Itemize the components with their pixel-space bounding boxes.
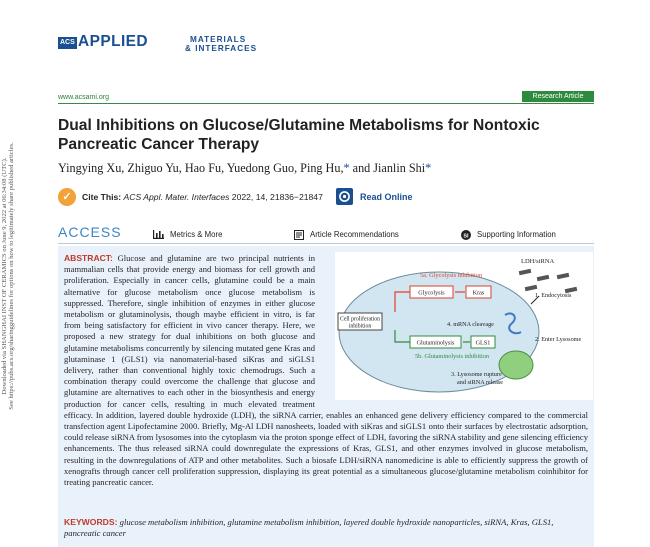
cite-label: Cite This: — [82, 192, 122, 202]
metrics-link[interactable] — [153, 230, 222, 239]
authors-last: and Jianlin Shi — [349, 161, 426, 175]
toc-ldh-sirna: LDH/siRNA — [521, 258, 555, 265]
keywords — [64, 517, 588, 539]
acs-mark: ACS — [58, 37, 77, 49]
article-type-badge: Research Article — [522, 91, 594, 102]
abstract-text: Glucose and glutamine are two principal nutrients in mammalian cells that provide energy and biomass for cell growth and proliferation. Especially in cancer cells, glutamine could be a main alternative for glucose metabolism once glucose metabolism is suppressed. Therefore, single inhibition of enzymes in either glucose metabolism or glutaminolysis, though maybe efficient in vitro, is far from being satisfactory for efficient in vivo cancer therapy. Here, we proposed a new strategy for dual inhibitions on both glucose and glutamine metabolisms concurrently by silencing mutated gene Kras and glutaminase 1 (GLS1) via nanomaterial-based siKras and siGLS1 delivery, rather than conventional highly toxic chemodrugs. Such a combination therapy could overcome the challenge that glucose and glutamine are alternatives to each other in the biosynthesis and energy production for cancer cells, resulting in much elevated treatment efficacy. In addition, layered double hydroxide (LDH), the siRNA carrier, enables an enhanced gene delivery efficiency compared to the commercial transfection agent Lipofectamine 2000. Briefly, Mg-Al LDH nanosheets, loaded with siKras and siGLS1 onto their surfaces by electrostatic adsorption, could release siRNA from lysosomes into the cytoplasm via the proton sponge effect of LDH, favoring the siRNA stability and gene silencing efficiency enhancements. The thus released siRNA could downregulate the expressions of Kras, GLS1, and other enzymes involved in glucose metabolism, resulting in the downregulations of ATP and other metabolites. Such a biosafe LDH/siRNA nanomedicine is able to efficiently suppress the growth of xenografts through cancer cell proliferation suppression, displaying its great potential as a simultaneous glucose/glutamine metabolism coinhibitor for treating pancreatic cancer. — [64, 253, 588, 488]
author-list — [58, 161, 431, 176]
cite-details: 2022, 14, 21836−21847 — [229, 192, 323, 202]
toc-endocytosis: 1. Endocytosis — [535, 292, 572, 299]
journal-url-link[interactable]: www.acsami.org — [58, 94, 109, 101]
download-notice-line1: Downloaded via SHANGHAI INST OF CERAMICS on June 9, 2022 at 06:34:08 (UTC). — [1, 157, 8, 395]
header-divider — [58, 103, 594, 104]
article-title: Dual Inhibitions on Glucose/Glutamine Metabolisms for Nontoxic Pancreatic Cancer Therapy — [58, 117, 540, 153]
toc-gls1: GLS1 — [475, 339, 491, 347]
journal-logo[interactable] — [58, 34, 258, 64]
document-list-icon — [294, 230, 304, 240]
recommendations-label: Article Recommendations — [310, 230, 399, 240]
read-online-link[interactable]: Read Online — [360, 192, 413, 202]
toc-glutaminolysis: Glutaminolysis — [416, 339, 455, 347]
toc-cell-prolif-2: inhibition — [348, 323, 372, 330]
access-bar — [58, 222, 594, 244]
supporting-info-label: Supporting Information — [477, 230, 556, 240]
download-notice-line2: See https://pubs.acs.org/sharingguidelines for options on how to legitimately share published articles. — [8, 142, 16, 410]
toc-kras: Kras — [472, 289, 485, 297]
corresponding-author-mark-2[interactable]: * — [425, 161, 432, 175]
toc-glycolysis: Glycolysis — [418, 289, 445, 297]
toc-cell-prolif-1: Cell proliferation — [339, 316, 381, 323]
svg-text:SI: SI — [463, 233, 469, 240]
journal-name-materials: MATERIALS — [190, 35, 247, 44]
toc-enter-lysosome: 2. Enter Lysosome — [535, 336, 582, 343]
corresponding-author-mark[interactable]: * — [343, 161, 350, 175]
bar-chart-icon — [153, 230, 164, 239]
toc-lyso-2: and siRNA release — [457, 379, 504, 386]
download-notice — [0, 0, 16, 547]
supporting-info-icon — [461, 230, 471, 240]
read-online-icon[interactable] — [336, 188, 353, 205]
lysosome — [499, 351, 533, 379]
metrics-label: Metrics & More — [170, 230, 223, 239]
toc-glutaminolysis-inhibition: 5b. Glutaminolysis inhibition — [415, 353, 489, 360]
toc-glycolysis-inhibition: 5a. Glycolysis inhibition — [420, 272, 483, 279]
journal-name-applied: APPLIED — [78, 33, 148, 50]
toc-lyso-1: 3. Lysosome rupture — [451, 371, 502, 378]
keywords-label: KEYWORDS: — [64, 517, 118, 527]
toc-mrna: 4. mRNA cleavage — [447, 321, 494, 328]
citation[interactable] — [82, 192, 323, 202]
authors-main: Yingying Xu, Zhiguo Yu, Hao Fu, Yuedong Guo, Ping Hu, — [58, 161, 344, 175]
cite-icon[interactable]: ✓ — [58, 188, 76, 206]
journal-name-interfaces: & INTERFACES — [185, 44, 258, 53]
access-label: ACCESS — [58, 224, 122, 240]
supporting-info-link[interactable] — [461, 230, 556, 240]
abstract-label: ABSTRACT: — [64, 253, 113, 263]
keywords-text: glucose metabolism inhibition, glutamine metabolism inhibition, layered double hydroxide nanoparticles, siRNA, Kras, GLS1, pancreatic cancer — [64, 517, 554, 538]
recommendations-link[interactable] — [294, 230, 399, 240]
toc-graphic[interactable] — [335, 252, 593, 400]
cite-journal: ACS Appl. Mater. Interfaces — [123, 192, 230, 202]
